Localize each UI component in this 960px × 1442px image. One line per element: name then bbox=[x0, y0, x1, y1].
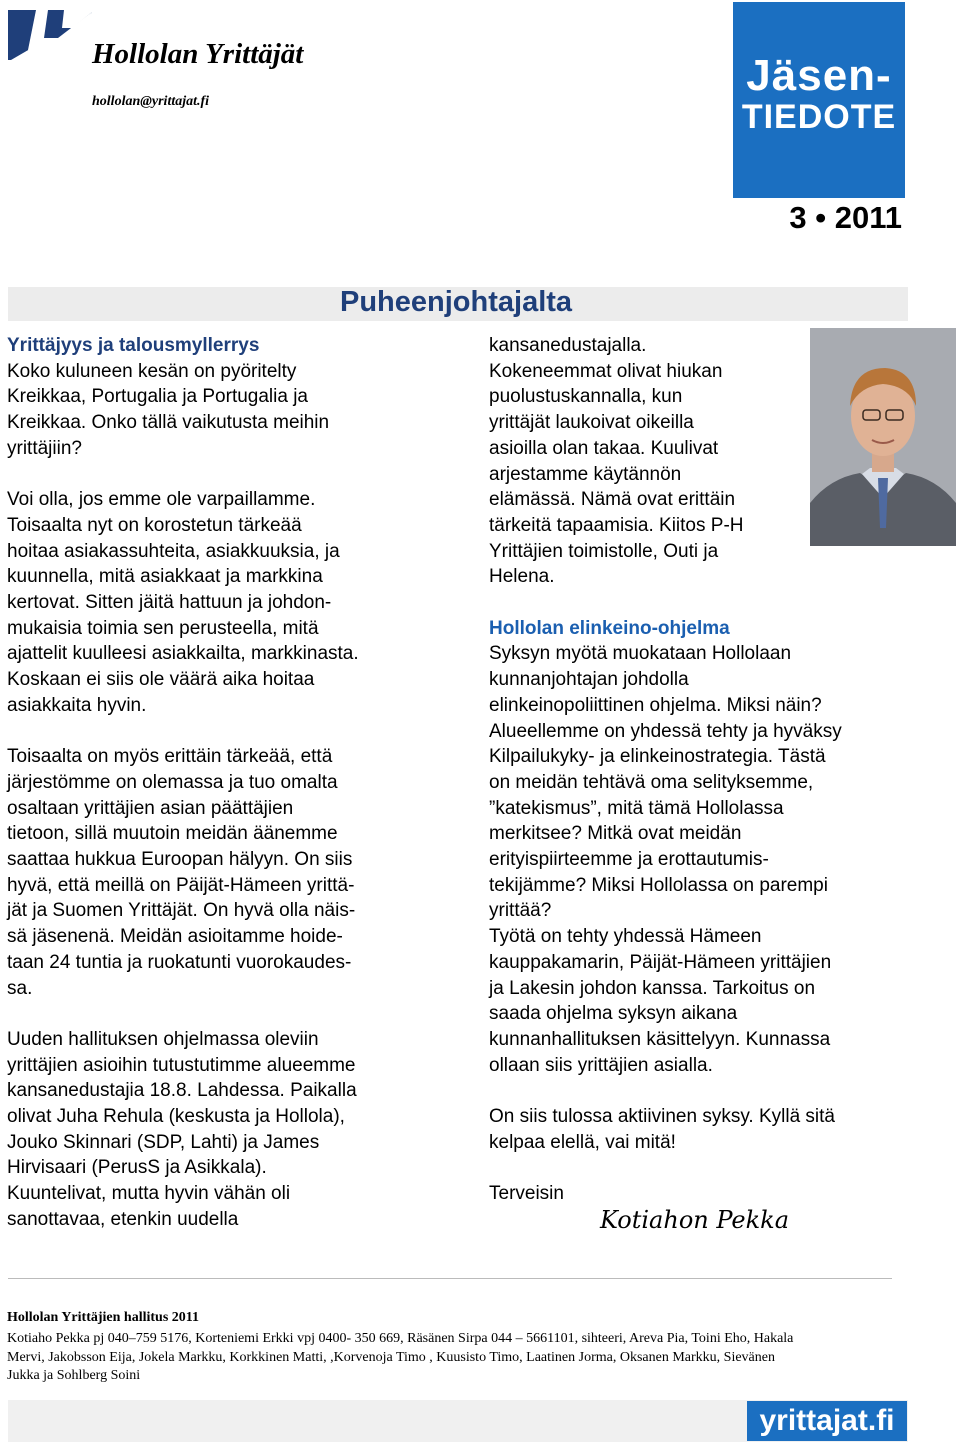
text-line: Koskaan ei siis ole väärä aika hoitaa bbox=[7, 669, 315, 691]
text-line: kansanedustajalla. bbox=[489, 335, 647, 356]
badge-line-2: TIEDOTE bbox=[741, 98, 897, 136]
paragraph-4 bbox=[7, 1027, 427, 1233]
text-line: olivat Juha Rehula (keskusta ja Hollola), bbox=[7, 1106, 345, 1128]
paragraph-1 bbox=[7, 359, 427, 462]
organization-logo bbox=[8, 10, 92, 60]
text-line: kansanedustajia 18.8. Lahdessa. Paikalla bbox=[7, 1080, 357, 1102]
article-left-column bbox=[7, 333, 427, 1233]
board-line: Jukka ja Sohlberg Soini bbox=[7, 1368, 141, 1383]
text-line: yrittäjien asioihin tutustutimme alueemme bbox=[7, 1054, 356, 1076]
text-line: kelpaa elellä, vai mitä! bbox=[489, 1131, 676, 1153]
text-line: tekijämme? Miksi Hollolassa on parempi bbox=[489, 874, 828, 896]
paragraph-gap bbox=[7, 719, 427, 745]
text-line: taan 24 tuntia ja ruokatunti vuorokaudes- bbox=[7, 951, 352, 973]
text-line: tietoon, sillä muutoin meidän äänemme bbox=[7, 823, 338, 845]
text-line: yrittäjät laukoivat oikeilla bbox=[489, 412, 694, 434]
text-line: kunnanjohtajan johdolla bbox=[489, 669, 689, 691]
handwritten-signature: Kotiahon Pekka bbox=[600, 1206, 790, 1234]
text-line: saada ohjelma syksyn aikana bbox=[489, 1003, 738, 1025]
text-line: Jouko Skinnari (SDP, Lahti) ja James bbox=[7, 1131, 320, 1153]
paragraph-3 bbox=[7, 744, 427, 1001]
text-line: Syksyn myötä muokataan Hollolaan bbox=[489, 643, 792, 665]
text-line: Toisaalta on myös erittäin tärkeää, että bbox=[7, 746, 333, 768]
organization-name: Hollolan Yrittäjät bbox=[92, 38, 304, 70]
text-line: merkitsee? Mitkä ovat meidän bbox=[489, 823, 742, 845]
issue-number: 3 • 2011 bbox=[789, 200, 902, 235]
paragraph-2 bbox=[7, 487, 427, 718]
subsection-heading: Hollolan elinkeino-ohjelma bbox=[489, 617, 730, 639]
text-line: Toisaalta nyt on korostetun tärkeää bbox=[7, 514, 302, 536]
text-line: Uuden hallituksen ohjelmassa oleviin bbox=[7, 1028, 319, 1050]
text-line: saattaa hukkua Euroopan hälyyn. On siis bbox=[7, 849, 353, 871]
text-line: Kuuntelivat, mutta hyvin vähän oli bbox=[7, 1183, 291, 1205]
text-line: sa. bbox=[7, 977, 33, 999]
text-line: järjestömme on olemassa ja tuo omalta bbox=[7, 771, 338, 793]
footer-divider bbox=[8, 1278, 892, 1279]
article-right-column bbox=[489, 333, 919, 1207]
text-line: sä jäsenenä. Meidän asioitamme hoide- bbox=[7, 926, 343, 948]
text-line: Kreikkaa. Onko tällä vaikutusta meihin bbox=[7, 412, 330, 434]
text-line: Kilpailukyky- ja elinkeinostrategia. Tästä bbox=[489, 746, 826, 768]
text-line: osaltaan yrittäjien asian päättäjien bbox=[7, 797, 294, 819]
badge-line-1: Jäsen- bbox=[746, 51, 892, 100]
yrittajat-logo[interactable]: yrittajat.fi bbox=[747, 1401, 907, 1441]
text-line: jät ja Suomen Yrittäjät. On hyvä olla näis- bbox=[7, 900, 356, 922]
greeting: Terveisin bbox=[489, 1183, 564, 1205]
text-line: kertovat. Sitten jäitä hattuun ja johdon- bbox=[7, 592, 332, 614]
text-line: asiakkaita hyvin. bbox=[7, 694, 147, 716]
text-line: hyvä, että meillä on Päijät-Hämeen yrittä- bbox=[7, 874, 355, 896]
text-line: Työtä on tehty yhdessä Hämeen bbox=[489, 926, 762, 948]
jasentiedote-badge bbox=[733, 2, 905, 198]
text-line: on meidän tehtävä oma selityksemme, bbox=[489, 771, 814, 793]
text-line: erityispiirteemme ja erottautumis- bbox=[489, 849, 769, 871]
text-line: Yrittäjien toimistolle, Outi ja bbox=[489, 540, 719, 562]
text-line: ollaan siis yrittäjien asialla. bbox=[489, 1054, 713, 1076]
paragraph-gap bbox=[7, 462, 427, 488]
text-line: yrittää? bbox=[489, 900, 552, 922]
text-line: tärkeitä tapaamisia. Kiitos P-H bbox=[489, 514, 744, 536]
text-line: elämässä. Nämä ovat erittäin bbox=[489, 489, 736, 511]
text-line: arjestamme käytännön bbox=[489, 463, 682, 485]
board-title: Hollolan Yrittäjien hallitus 2011 bbox=[7, 1310, 199, 1325]
text-line: Voi olla, jos emme ole varpaillamme. bbox=[7, 489, 316, 511]
text-line: puolustuskannalla, kun bbox=[489, 386, 683, 408]
paragraph-closing bbox=[489, 1104, 919, 1155]
text-line: ja Lakesin johdon kanssa. Tarkoitus on bbox=[489, 977, 816, 999]
paragraph-gap bbox=[489, 1078, 919, 1104]
paragraph-gap bbox=[489, 1155, 919, 1181]
text-line: Kreikkaa, Portugalia ja Portugalia ja bbox=[7, 386, 309, 408]
text-line: ”katekismus”, mitä tämä Hollolassa bbox=[489, 797, 784, 819]
paragraph-gap bbox=[7, 1001, 427, 1027]
board-line: Kotiaho Pekka pj 040–759 5176, Korteniemi Erkki vpj 0400- 350 669, Räsänen Sirpa 044 – 5661101, sihteeri, Areva Pia, Toini Eho, Hakala bbox=[7, 1331, 794, 1346]
text-line: sanottavaa, etenkin uudella bbox=[7, 1208, 239, 1230]
text-line: mukaisia toimia sen perusteella, mitä bbox=[7, 617, 319, 639]
text-line: On siis tulossa aktiivinen syksy. Kyllä sitä bbox=[489, 1106, 835, 1128]
text-line: Hirvisaari (PerusS ja Asikkala). bbox=[7, 1157, 267, 1179]
paragraph-continued bbox=[489, 333, 919, 590]
article-heading: Yrittäjyys ja talousmyllerrys bbox=[7, 335, 260, 356]
text-line: Alueellemme on yhdessä tehty ja hyväksy bbox=[489, 720, 842, 742]
text-line: ajattelit kuulleesi asiakkailta, markkinasta. bbox=[7, 643, 359, 665]
board-members bbox=[7, 1330, 912, 1386]
text-line: yrittäjiin? bbox=[7, 437, 82, 459]
text-line: asioilla olan takaa. Kuulivat bbox=[489, 437, 719, 459]
paragraph-elinkeino bbox=[489, 641, 919, 1078]
text-line: kuunnella, mitä asiakkaat ja markkina bbox=[7, 566, 323, 588]
text-line: kunnanhallituksen käsittelyyn. Kunnassa bbox=[489, 1028, 831, 1050]
section-title: Puheenjohtajalta bbox=[340, 286, 573, 318]
organization-email[interactable]: hollolan@yrittajat.fi bbox=[92, 94, 210, 109]
text-line: Kokeneemmat olivat hiukan bbox=[489, 360, 723, 382]
text-line: hoitaa asiakassuhteita, asiakkuuksia, ja bbox=[7, 540, 340, 562]
board-line: Mervi, Jakobsson Eija, Jokela Markku, Korkkinen Matti, ,Korvenoja Timo , Kuusisto Timo, Laatinen Jorma, Oksanen Markku, Sievänen bbox=[7, 1349, 775, 1365]
text-line: Koko kuluneen kesän on pyöritelty bbox=[7, 360, 297, 382]
text-line: Helena. bbox=[489, 566, 555, 588]
text-line: elinkeinopoliittinen ohjelma. Miksi näin? bbox=[489, 694, 822, 716]
paragraph-gap bbox=[489, 590, 919, 616]
text-line: kauppakamarin, Päijät-Hämeen yrittäjien bbox=[489, 951, 832, 973]
